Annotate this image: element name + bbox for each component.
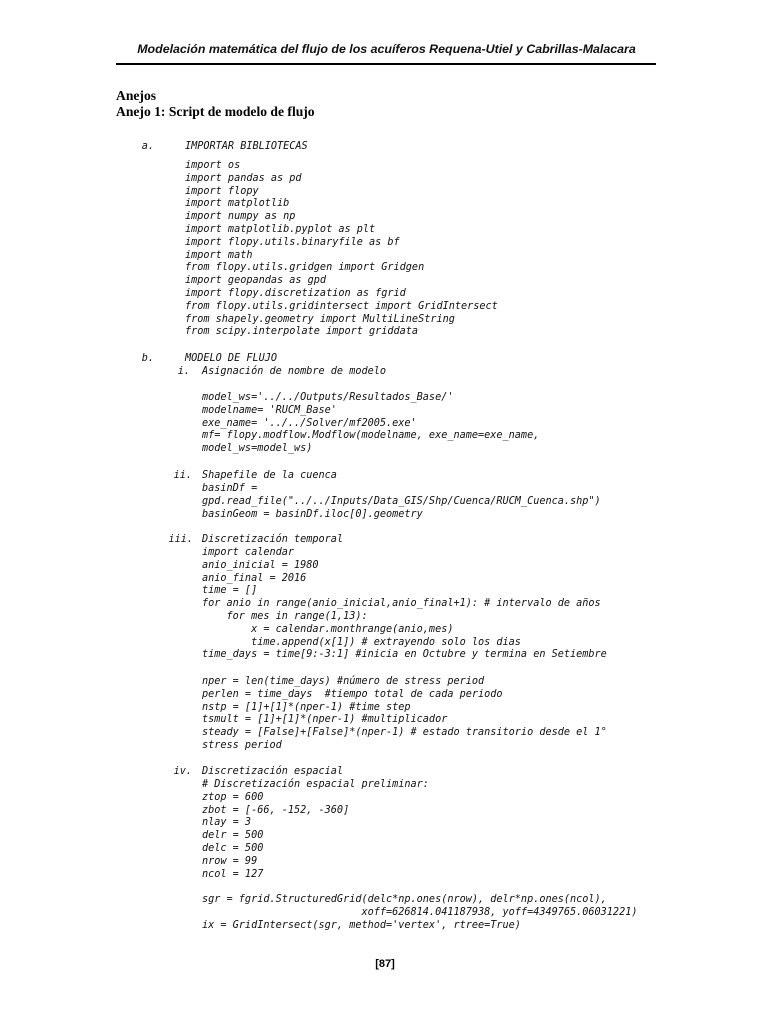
section-b-marker: b. xyxy=(141,353,154,364)
subsection-iii-code: import calendar anio_inicial = 1980 anio_final = 2016 time = [] for anio in range(anio_inicial,anio_final+1): # intervalo de años for mes in range(1,13): x = calendar.monthrange(anio,mes) time.append(x[1]) # extrayendo solo los dias time_days = time[9:-3:1] #inicia en Octubre y termina en Setiembre xyxy=(202,547,607,661)
section-b-title: MODELO DE FLUJO xyxy=(185,353,278,364)
subsection-iv-title: Discretización espacial xyxy=(202,766,344,777)
subsection-ii-code: basinDf = gpd.read_file("../../Inputs/Data_GIS/Shp/Cuenca/RUCM_Cuenca.shp") basinGeom = basinDf.iloc[0].geometry xyxy=(202,483,601,520)
section-a-code: import os import pandas as pd import flopy import matplotlib import numpy as np import matplotlib.pyplot as plt import flopy.utils.binaryfile as bf import math from flopy.utils.gridgen import Gridgen import geopandas as gpd import flopy.discretization as fgrid from flopy.utils.gridintersect import GridIntersect from shapely.geometry import MultiLineString from scipy.interpolate import griddata xyxy=(185,160,498,338)
heading-anejo-1: Anejo 1: Script de modelo de flujo xyxy=(116,104,315,119)
subsection-iii-title: Discretización temporal xyxy=(202,534,344,545)
subsection-iii-code-2: nper = len(time_days) #número de stress period perlen = time_days #tiempo total de cada periodo nstp = [1]+[1]*(nper-1) #time step tsmult = [1]+[1]*(nper-1) #multiplicador steady = [False]+[False]*(nper-1) # estado transitorio desde el 1° stress period xyxy=(202,676,607,751)
subsection-ii-title: Shapefile de la cuenca xyxy=(202,470,337,481)
section-a-marker: a. xyxy=(141,141,154,152)
subsection-i-marker: i. xyxy=(177,366,190,377)
subsection-i-code: model_ws='../../Outputs/Resultados_Base/' modelname= 'RUCM_Base' exe_name= '../../Solver/mf2005.exe' mf= flopy.modflow.Modflow(modelname, exe_name=exe_name, model_ws=model_ws) xyxy=(202,392,540,455)
subsection-iv-code-2: sgr = fgrid.StructuredGrid(delc*np.ones(nrow), delr*np.ones(ncol), xoff=626814.041187938, yoff=4349765.06031221) ix = GridIntersect(sgr, method='vertex', rtree=True) xyxy=(202,894,638,931)
header-rule xyxy=(116,63,656,65)
subsection-i-title: Asignación de nombre de modelo xyxy=(202,366,387,377)
page-number: [87] xyxy=(375,958,395,970)
section-a-title: IMPORTAR BIBLIOTECAS xyxy=(185,141,308,152)
subsection-iv-marker: iv. xyxy=(173,766,192,777)
subsection-iii-marker: iii. xyxy=(168,534,193,545)
heading-anejos: Anejos xyxy=(116,88,157,103)
running-header: Modelación matemática del flujo de los acuíferos Requena-Utiel y Cabrillas-Malacara xyxy=(137,42,636,56)
subsection-iv-code: # Discretización espacial preliminar: ztop = 600 zbot = [-66, -152, -360] nlay = 3 delr = 500 delc = 500 nrow = 99 ncol = 127 xyxy=(202,779,429,880)
subsection-ii-marker: ii. xyxy=(173,470,192,481)
